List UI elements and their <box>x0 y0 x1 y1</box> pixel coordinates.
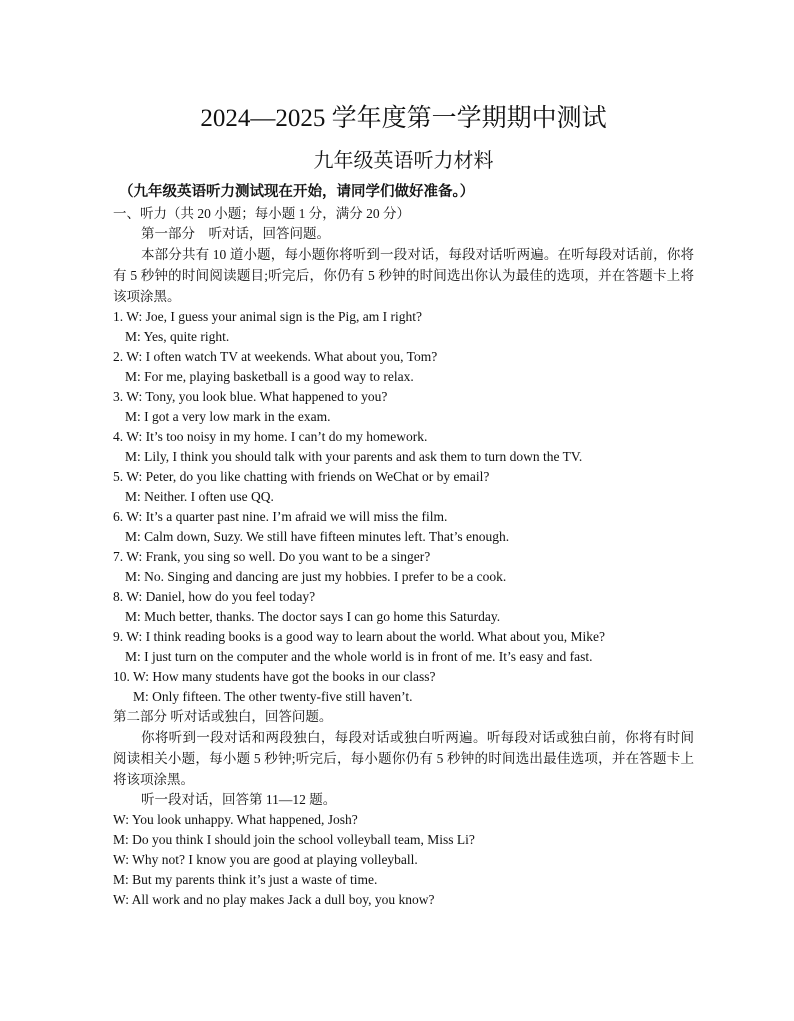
dialogue-answer: M: Yes, quite right. <box>125 329 230 344</box>
dialogue-answer: M: Lily, I think you should talk with your parents and ask them to turn down the TV. <box>125 449 583 464</box>
part1-heading: 第一部分 听对话，回答问题。 <box>141 226 330 241</box>
part2-instructions: 你将听到一段对话和两段独白，每段对话或独白听两遍。听每段对话或独白前，你将有时间阅读相关小题，每小题 5 秒钟;听完后，每小题你仍有 5 秒钟的时间选出最佳选项，并在答题卡上将该项涂黑。 <box>113 730 694 787</box>
page-title: 2024—2025 学年度第一学期期中测试 <box>200 105 607 132</box>
dialogue-answer: M: I got a very low mark in the exam. <box>125 409 331 424</box>
dialogue-answer: M: No. Singing and dancing are just my hobbies. I prefer to be a cook. <box>125 569 507 584</box>
part2-heading: 第二部分 听对话或独白，回答问题。 <box>113 709 333 724</box>
page-subtitle: 九年级英语听力材料 <box>313 150 494 172</box>
dialogue-answer: M: For me, playing basketball is a good way to relax. <box>125 369 414 384</box>
conversation-line: W: All work and no play makes Jack a dull boy, you know? <box>113 892 435 907</box>
dialogue-question: 8. W: Daniel, how do you feel today? <box>113 589 316 604</box>
dialogue-answer: M: I just turn on the computer and the whole world is in front of me. It’s easy and fast. <box>125 649 593 664</box>
dialogue-question: 4. W: It’s too noisy in my home. I can’t do my homework. <box>113 429 428 444</box>
dialogue-question: 1. W: Joe, I guess your animal sign is the Pig, am I right? <box>113 309 422 324</box>
conversation <box>113 810 694 910</box>
dialogue-answer: M: Much better, thanks. The doctor says I can go home this Saturday. <box>125 609 501 624</box>
dialogue-answer: M: Calm down, Suzy. We still have fifteen minutes left. That’s enough. <box>125 529 510 544</box>
dialogue-question: 6. W: It’s a quarter past nine. I’m afraid we will miss the film. <box>113 509 448 524</box>
start-notice: （九年级英语听力测试现在开始，请同学们做好准备。） <box>119 184 475 200</box>
part1-instructions: 本部分共有 10 道小题，每小题你将听到一段对话，每段对话听两遍。在听每段对话前，你将有 5 秒钟的时间阅读题目;听完后，你仍有 5 秒钟的时间选出你认为最佳的选项，并在答题卡上将该项涂黑。 <box>113 247 694 304</box>
dialogue-question: 10. W: How many students have got the books in our class? <box>113 669 436 684</box>
dialogue-question: 5. W: Peter, do you like chatting with friends on WeChat or by email? <box>113 469 490 484</box>
conversation-line: W: Why not? I know you are good at playing volleyball. <box>113 852 418 867</box>
dialogue-question: 7. W: Frank, you sing so well. Do you want to be a singer? <box>113 549 431 564</box>
section-heading: 一、听力（共 20 小题；每小题 1 分，满分 20 分） <box>113 206 410 221</box>
conversation-line: M: But my parents think it’s just a waste of time. <box>113 872 378 887</box>
conversation-line: W: You look unhappy. What happened, Josh? <box>113 812 358 827</box>
dialogue-answer: M: Neither. I often use QQ. <box>125 489 274 504</box>
dialogue-question: 3. W: Tony, you look blue. What happened to you? <box>113 389 388 404</box>
dialogue-question: 9. W: I think reading books is a good way to learn about the world. What about you, Mike? <box>113 629 606 644</box>
conversation-line: M: Do you think I should join the school volleyball team, Miss Li? <box>113 832 475 847</box>
dialogue-question: 2. W: I often watch TV at weekends. What about you, Tom? <box>113 349 438 364</box>
part2-subheading: 听一段对话，回答第 11—12 题。 <box>141 792 337 807</box>
dialogue-list <box>113 307 694 707</box>
dialogue-answer: M: Only fifteen. The other twenty-five still haven’t. <box>133 689 413 704</box>
